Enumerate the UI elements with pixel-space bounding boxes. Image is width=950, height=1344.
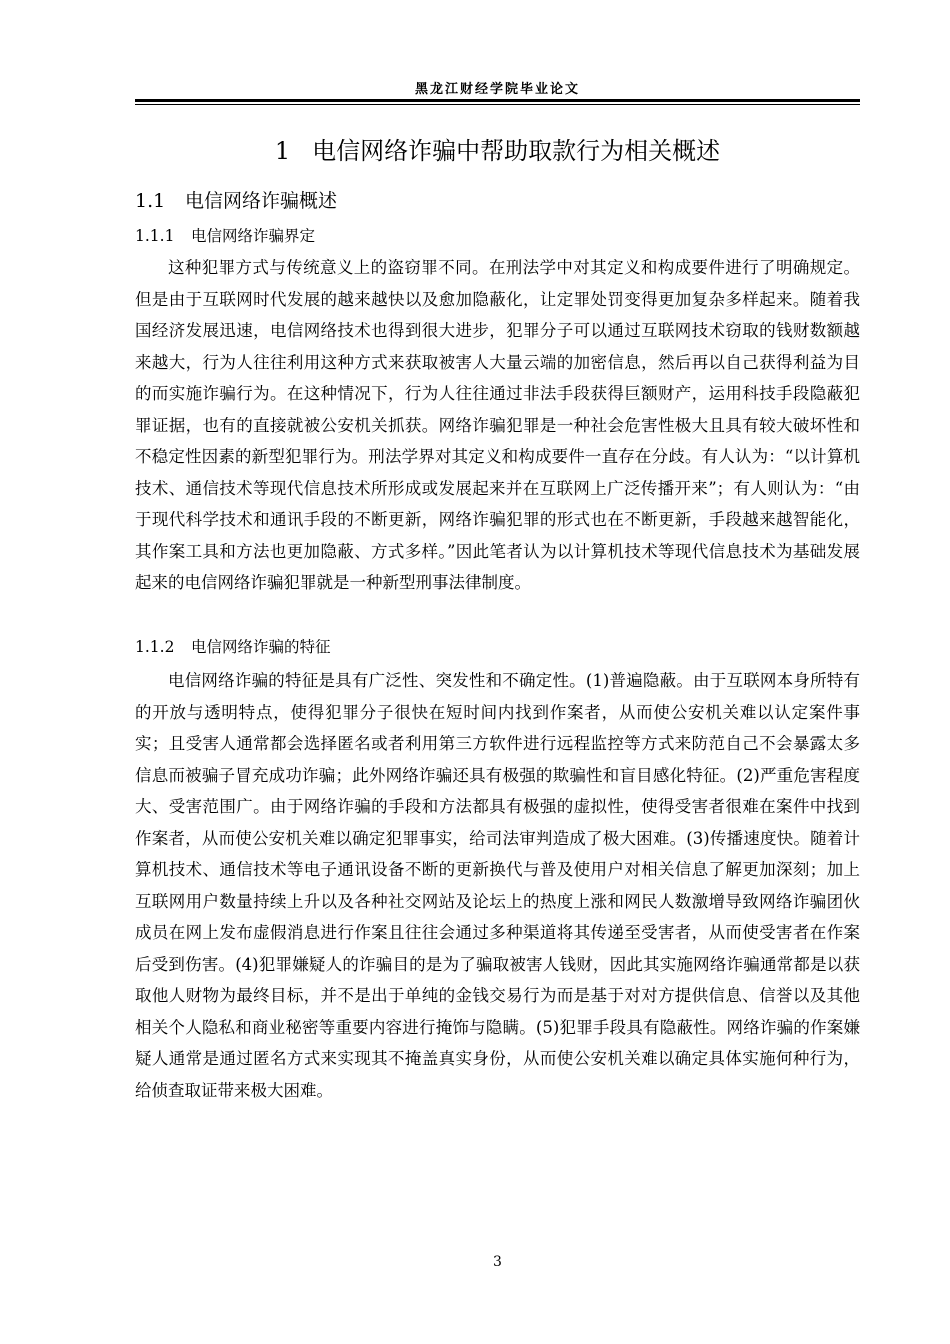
subsection-heading-1-1-1 [135,224,860,248]
subsection-heading-1-1-2 [135,635,860,659]
section-number: 1.1 [135,190,166,212]
chapter-number: 1 [274,137,291,165]
subsection-title: 电信网络诈骗界定 [191,227,316,245]
body-paragraph-2: 电信网络诈骗的特征是具有广泛性、突发性和不确定性。(1)普遍隐蔽。由于互联网本身所特有的开放与透明特点，使得犯罪分子很快在短时间内找到作案者，从而使公安机关难以认定案件事实；且受害人通常都会选择匿名或者利用第三方软件进行远程监控等方式来防范自己不会暴露太多信息而被骗子冒充成功诈骗；此外网络诈骗还具有极强的欺骗性和盲目感化特征。(2)严重危害程度大、受害范围广。由于网络诈骗的手段和方法都具有极强的虚拟性，使得受害者很难在案件中找到作案者，从而使公安机关难以确定犯罪事实，给司法审判造成了极大困难。(3)传播速度快。随着计算机技术、通信技术等电子通讯设备不断的更新换代与普及使用户对相关信息了解更加深刻；加上互联网用户数量持续上升以及各种社交网站及论坛上的热度上涨和网民人数激增导致网络诈骗团伙成员在网上发布虚假消息进行作案且往往会通过多种渠道将其传递至受害者，从而使受害者在作案后受到伤害。(4)犯罪嫌疑人的诈骗目的是为了骗取被害人钱财，因此其实施网络诈骗通常都是以获取他人财物为最终目标，并不是出于单纯的金钱交易行为而是基于对对方提供信息、信誉以及其他相关个人隐私和商业秘密等重要内容进行掩饰与隐瞒。(5)犯罪手段具有隐蔽性。网络诈骗的作案嫌疑人通常是通过匿名方式来实现其不掩盖真实身份，从而使公安机关难以确定具体实施何种行为，给侦查取证带来极大困难。 [135,671,860,1100]
chapter-title: 电信网络诈骗中帮助取款行为相关概述 [312,137,721,165]
chapter-heading [135,134,860,168]
section-title: 电信网络诈骗概述 [185,190,338,212]
subsection-number: 1.1.1 [135,227,175,245]
subsection-title: 电信网络诈骗的特征 [191,638,331,656]
running-header: 黑龙江财经学院毕业论文 [414,82,580,97]
body-paragraph-1: 这种犯罪方式与传统意义上的盗窃罪不同。在刑法学中对其定义和构成要件进行了明确规定。但是由于互联网时代发展的越来越快以及愈加隐蔽化，让定罪处罚变得更加复杂多样起来。随着我国经济发展迅速，电信网络技术也得到很大进步，犯罪分子可以通过互联网技术窃取的钱财数额越来越大，行为人往往利用这种方式来获取被害人大量云端的加密信息，然后再以自己获得利益为目的而实施诈骗行为。在这种情况下，行为人往往通过非法手段获得巨额财产，运用科技手段隐蔽犯罪证据，也有的直接就被公安机关抓获。网络诈骗犯罪是一种社会危害性极大且具有较大破坏性和不稳定性因素的新型犯罪行为。刑法学界对其定义和构成要件一直存在分歧。有人认为：“以计算机技术、通信技术等现代信息技术所形成或发展起来并在互联网上广泛传播开来”；有人则认为：“由于现代科学技术和通讯手段的不断更新，网络诈骗犯罪的形式也在不断更新，手段越来越智能化，其作案工具和方法也更加隐蔽、方式多样。”因此笔者认为以计算机技术等现代信息技术为基础发展起来的电信网络诈骗犯罪就是一种新型刑事法律制度。 [135,258,860,592]
page-number: 3 [493,1254,502,1270]
header-rule-thick [135,99,860,102]
header-rule-thin [135,104,860,105]
section-heading-1-1 [135,187,860,215]
subsection-number: 1.1.2 [135,638,175,656]
